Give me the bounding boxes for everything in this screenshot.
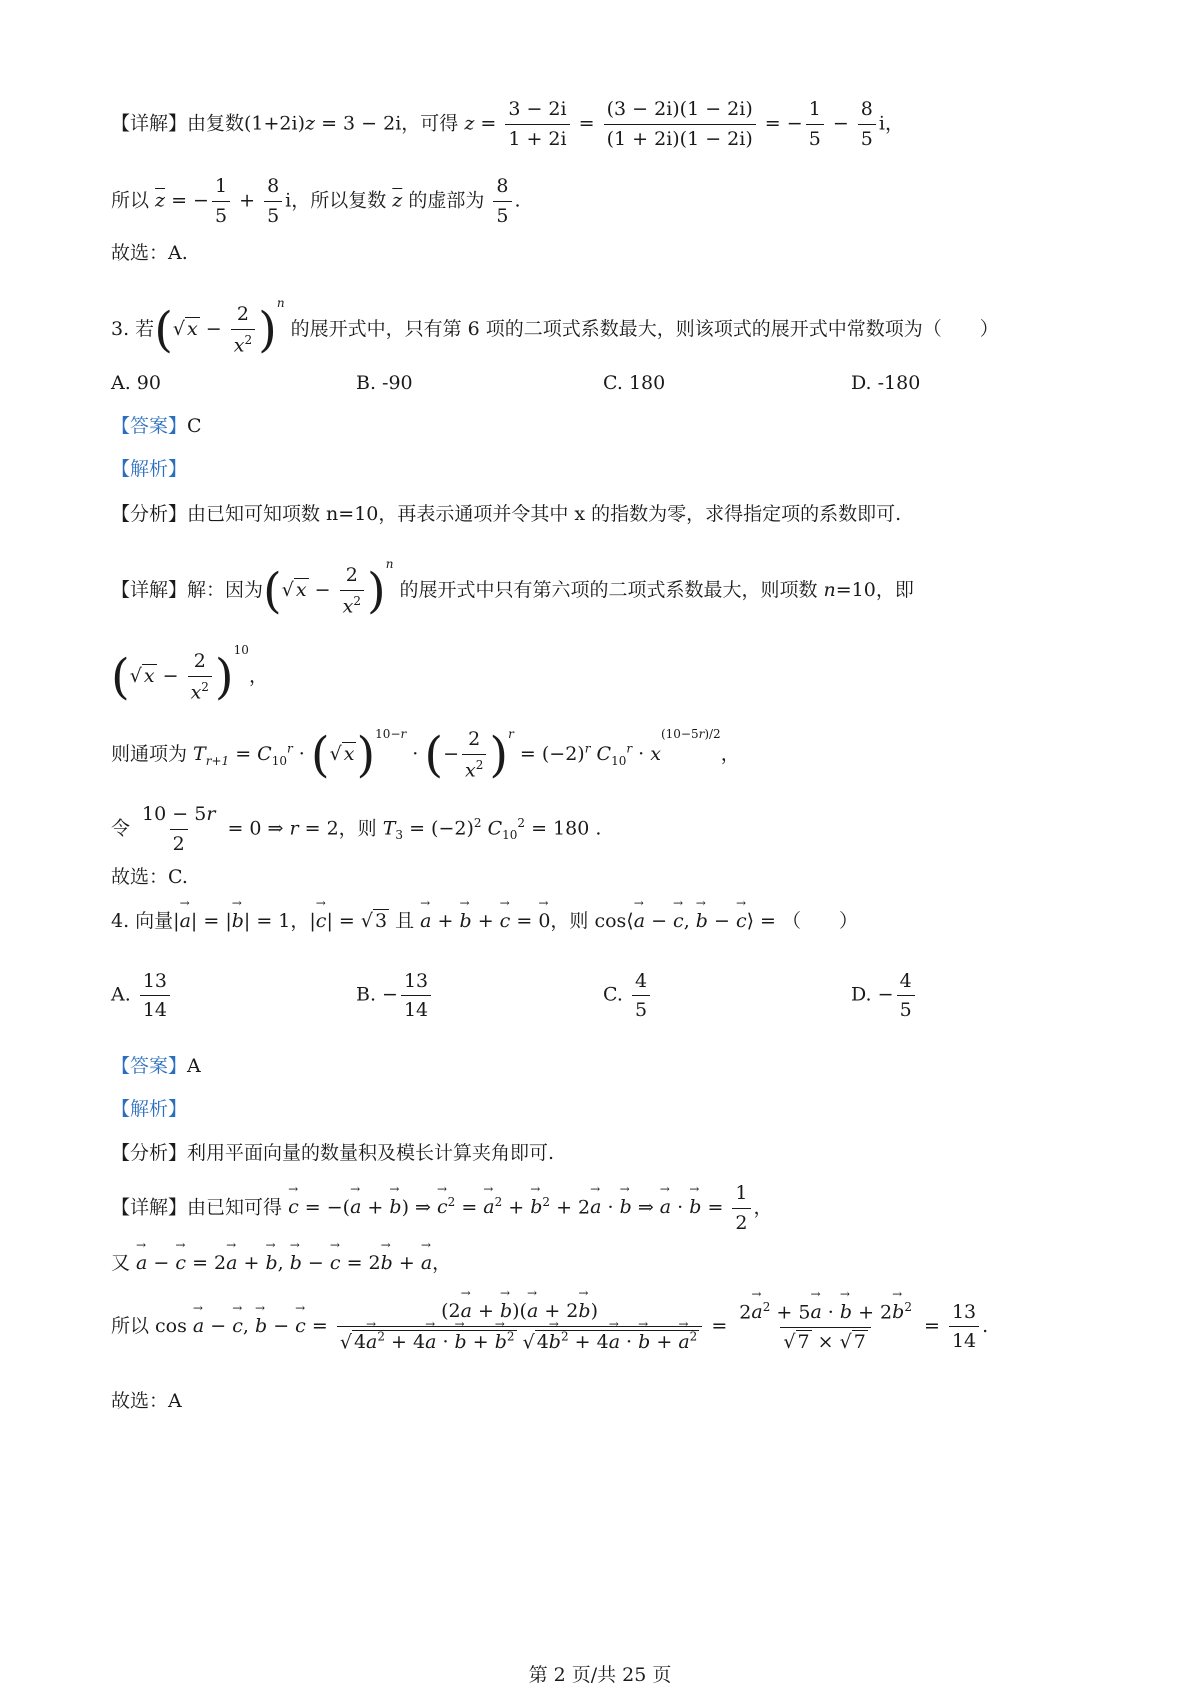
fraction: $\frac{3 - 2i}{1 + 2i}$ (505, 98, 569, 151)
fraction: $\frac{(3 - 2i)(1 - 2i)}{(1 + 2i)(1 - 2i)}$ (604, 98, 756, 151)
conclusion-line: 故选：A. (111, 242, 188, 264)
xiangjie-line: 【详解】由已知可得 → c = −(→ a + → b) ⇒ → $c^2$ = → $a^2$ + → $b^2 + 2\to a$ · → b ⇒ → a · → b = $\frac{1}{2}$ ， (111, 1182, 773, 1235)
detail-line-2: 所以 $\overline{z}$ = − $\frac{1}{5}$ + $\frac{8}{5}$ i，所以复数 $\overline{z}$ 的虚部为 $\frac{8}{5}$ . (111, 175, 521, 227)
answer-label: 【答案】 (111, 1055, 188, 1077)
fenxi-label: 【分析】 (111, 503, 188, 525)
fenxi-text: 由已知可知项数 n=10，再表示通项并令其中 x 的指数为零，求得指定项的系数即可. (187, 503, 902, 525)
option-c: C. 180 (603, 372, 666, 394)
option-a: A. $\frac{13}{14}$ (111, 970, 173, 1021)
xiangjie-line: 【详解】解：因为(√ x − $\frac{2}{x^2}$ )$^n$ 的展开式中只有第六项的二项式系数最大，则项数 n=10，即 (111, 557, 914, 619)
answer-value: C (187, 415, 202, 437)
general-term-line: 则通项为 $T_{r+1} = C_{10}^r$ · (√ x)$^{10-r}$ · (− $\frac{2}{x^2}$ )$^r = (-2)^r$ $C_{10}^r \cdot x^{(10-5r)/2}$， (111, 727, 740, 783)
option-b: B. − $\frac{13}{14}$ (356, 970, 434, 1021)
xiangjie-label: 【详解】 (111, 1196, 188, 1219)
fenxi-line (111, 1142, 554, 1165)
detail-line-1: 【详解】由复数(1+2i)z = 3 − 2i，可得 z = $\frac{3 - 2i}{1 + 2i}$ = $\frac{(3 - 2i)(1 - 2i)}{(1 + 2i)(1 - 2i)}$ = − $\frac{1}{5}$ − $\frac{8}{5}$ i， (111, 98, 904, 150)
fenxi-label: 【分析】 (111, 1142, 188, 1164)
answer-label: 【答案】 (111, 415, 188, 437)
option-d: D. − $\frac{4}{5}$ (851, 970, 918, 1021)
fenxi-line (111, 503, 901, 526)
answer-value: A (187, 1055, 201, 1077)
solve-line: 令 $\frac{10 - 5r}{2}$ = 0 ⇒ r = 2，则 $T_3 = (-2)^2$ $C_{10}^2 = 180$ . (111, 803, 602, 855)
option-b: B. -90 (356, 372, 413, 394)
cos-line: 所以 cos → a − → c, → b − → c = $\frac{(2\to a + \to b)(\to a + 2\to b)}{√ 4\to a^2 + 4\to a \cdot \to b + \to b^2 √ 4\to b^2 + 4\to a \cdot \to b + \to a^2}$ = $\frac{2\to a^2 + 5\to a \cdot \to b + 2\to b^2}{√ 7 \times √ 7}$ = $\frac{13}{14}$ . (111, 1300, 988, 1354)
option-c: C. $\frac{4}{5}$ (603, 970, 653, 1021)
xiangjie-label: 【详解】 (111, 579, 188, 601)
detail-text-1: 由复数(1+2i)z = 3 − 2i，可得 z = (187, 112, 503, 135)
analysis-label: 【解析】 (111, 1098, 188, 1120)
expansion-line: (√ x − $\frac{2}{x^2}$ )$^{10}$， (111, 643, 268, 705)
conclusion-line: 故选：C. (111, 866, 188, 888)
question-number: 3. (111, 318, 130, 340)
answer-line (111, 415, 202, 438)
option-d: D. -180 (851, 372, 921, 394)
answer-line (111, 1055, 201, 1078)
question-number: 4. (111, 910, 130, 932)
question-4: 4. 向量|→ a| = |→ b| = 1，|→ c| = √ 3 且 → a + → b + → c = → 0，则 cos⟨→ a − → c, → b − → c⟩ = （ ） (111, 910, 858, 933)
option-a: A. 90 (111, 372, 161, 394)
analysis-label: 【解析】 (111, 458, 188, 480)
vector-line: 又 → a − → c = 2→ a + → b, → b − → c = 2→ b + → a， (111, 1252, 451, 1275)
conclusion-line: 故选：A (111, 1390, 182, 1412)
fenxi-text: 利用平面向量的数量积及模长计算夹角即可. (187, 1142, 555, 1164)
page-footer: 第 2 页/共 25 页 (528, 1664, 672, 1686)
detail-label: 【详解】 (111, 112, 188, 135)
question-3: 3. 若(√ x − $\frac{2}{x^2}$ )$^n$ 的展开式中，只有第 6 项的二项式系数最大，则该项式的展开式中常数项为（ ） (111, 296, 999, 358)
